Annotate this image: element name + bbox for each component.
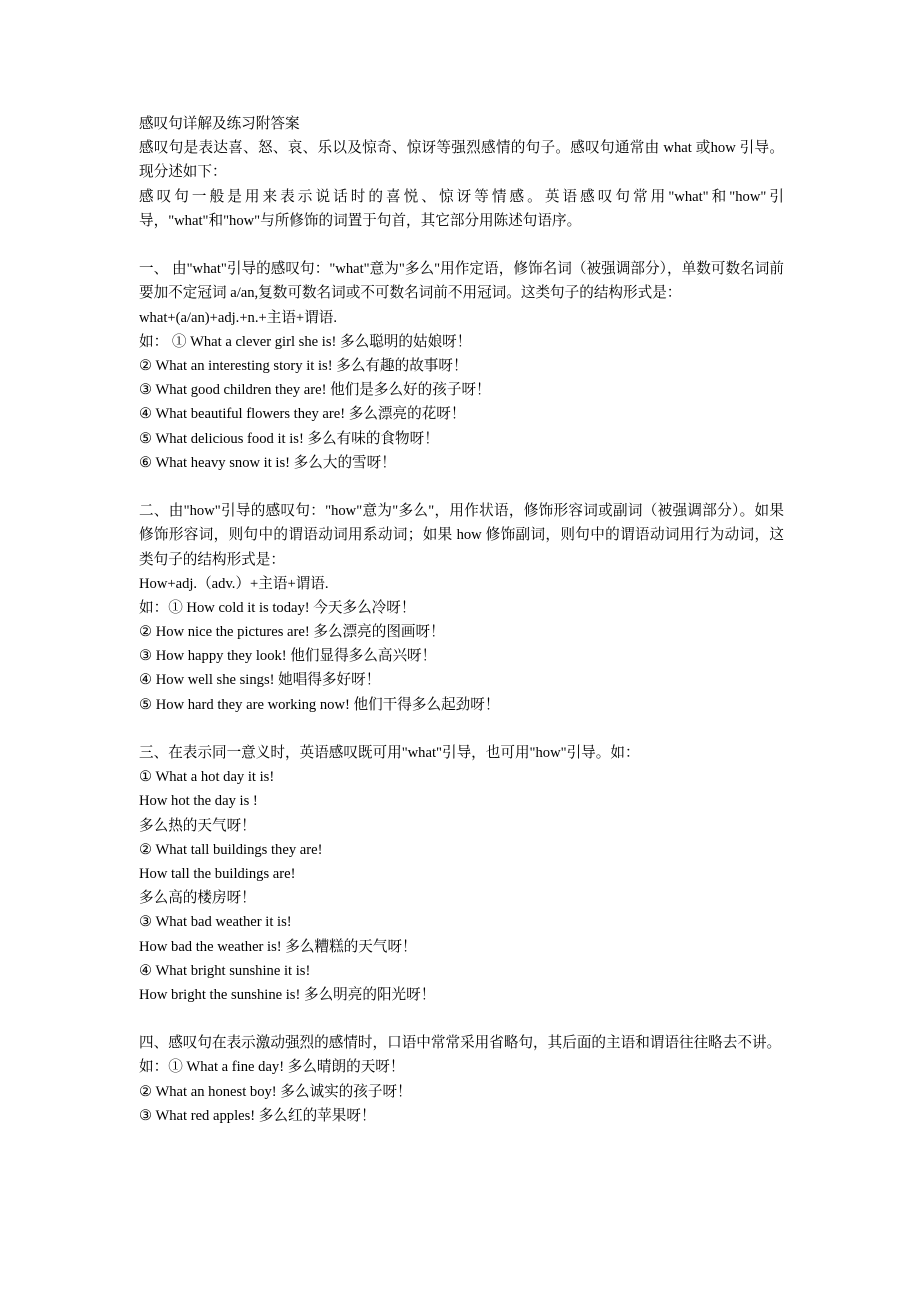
section3-line-6: 多么高的楼房呀！ (139, 890, 256, 907)
section1-formula: what+(a/an)+adj.+n.+主语+谓语. (139, 309, 337, 326)
section2-formula: How+adj.（adv.）+主语+谓语. (139, 575, 329, 592)
document-title: 感叹句详解及练习附答案 (139, 116, 300, 132)
section1-example-3: ③ What good children they are! 他们是多么好的孩子呀！ (139, 382, 491, 399)
section3-line-1: ① What a hot day it is! (139, 769, 275, 786)
spacer (139, 233, 784, 257)
intro-paragraph-1: 感叹句是表达喜、怒、哀、乐以及惊奇、惊讶等强烈感情的句子。感叹句通常由 what 或how 引导。现分述如下： (139, 140, 784, 181)
section3-line-10: How bright the sunshine is! 多么明亮的阳光呀！ (139, 986, 436, 1003)
spacer (139, 717, 784, 741)
section2-example-5: ⑤ How hard they are working now! 他们干得多么起劲呀！ (139, 696, 500, 713)
section4-example-2: ② What an honest boy! 多么诚实的孩子呀！ (139, 1083, 412, 1100)
section2-example-4: ④ How well she sings! 她唱得多好呀！ (139, 672, 381, 689)
section4-heading: 四、感叹句在表示激动强烈的感情时，口语中常常采用省略句，其后面的主语和谓语往往略去不讲。 (139, 1035, 782, 1052)
intro-paragraph-2: 感叹句一般是用来表示说话时的喜悦、惊讶等情感。英语感叹句常用"what"和"how"引导，"what"和"how"与所修饰的词置于句首，其它部分用陈述句语序。 (139, 188, 784, 229)
section2-example-1: 如：① How cold it is today! 今天多么冷呀！ (139, 599, 416, 616)
section1-example-1: 如： ① What a clever girl she is! 多么聪明的姑娘呀！ (139, 333, 472, 350)
section3-line-7: ③ What bad weather it is! (139, 914, 292, 931)
section4-example-1: 如：① What a fine day! 多么晴朗的天呀！ (139, 1059, 405, 1076)
section2-example-3: ③ How happy they look! 他们显得多么高兴呀！ (139, 648, 437, 665)
section1-example-4: ④ What beautiful flowers they are! 多么漂亮的花呀！ (139, 406, 466, 423)
section2-heading: 二、由"how"引导的感叹句："how"意为"多么"，用作状语，修饰形容词或副词（被强调部分）。如果修饰形容词，则句中的谓语动词用系动词；如果 how 修饰副词，则句中的谓语动词用行为动词，这类句子的结构形式是： (139, 503, 784, 568)
section1-example-6: ⑥ What heavy snow it is! 多么大的雪呀！ (139, 454, 396, 471)
section2-example-2: ② How nice the pictures are! 多么漂亮的图画呀！ (139, 624, 445, 641)
section3-line-8: How bad the weather is! 多么糟糕的天气呀！ (139, 938, 417, 955)
spacer (139, 475, 784, 499)
section3-line-3: 多么热的天气呀！ (139, 817, 256, 834)
section1-heading: 一、 由"what"引导的感叹句："what"意为"多么"用作定语，修饰名词（被强调部分），单数可数名词前要加不定冠词 a/an,复数可数名词或不可数名词前不用冠词。这类句子的结构形式是： (139, 261, 784, 302)
section3-line-2: How hot the day is ! (139, 793, 258, 810)
section3-heading: 三、在表示同一意义时，英语感叹既可用"what"引导，也可用"how"引导。如： (139, 745, 640, 762)
section1-example-5: ⑤ What delicious food it is! 多么有味的食物呀！ (139, 430, 439, 447)
section4-example-3: ③ What red apples! 多么红的苹果呀！ (139, 1107, 376, 1124)
section3-line-5: How tall the buildings are! (139, 865, 296, 882)
section3-line-9: ④ What bright sunshine it is! (139, 962, 311, 979)
spacer (139, 1007, 784, 1031)
section3-line-4: ② What tall buildings they are! (139, 841, 323, 858)
document-page (139, 112, 784, 1128)
section1-example-2: ② What an interesting story it is! 多么有趣的故事呀！ (139, 357, 468, 374)
